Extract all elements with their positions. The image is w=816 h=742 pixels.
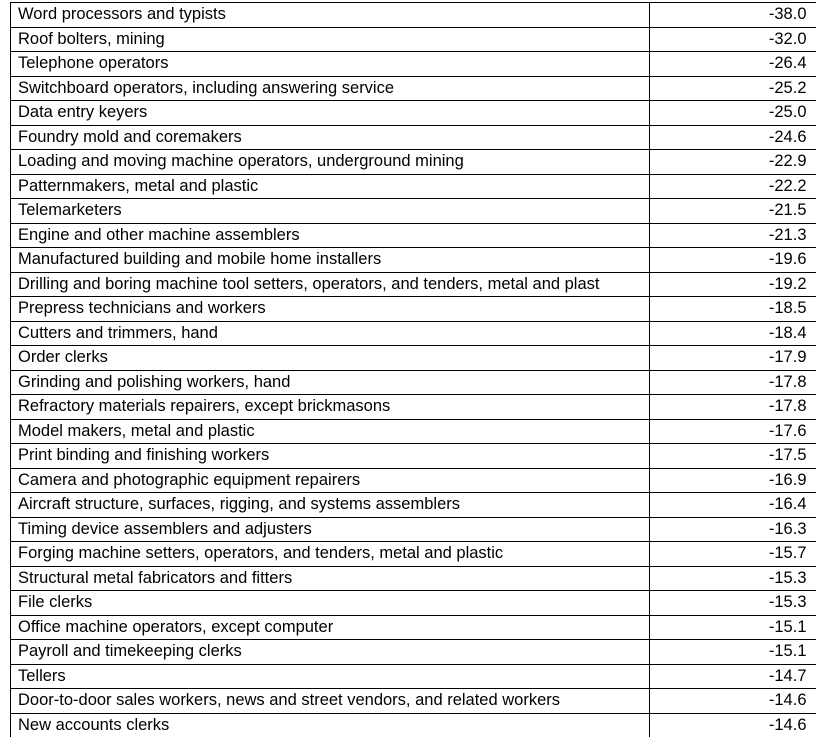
- occupation-change-table: [10, 2, 816, 737]
- table-row: [11, 223, 816, 248]
- occupation-cell[interactable]: Foundry mold and coremakers: [11, 125, 650, 150]
- change-value-cell[interactable]: -24.6: [650, 125, 816, 150]
- change-value-cell[interactable]: -17.6: [650, 419, 816, 444]
- table-row: [11, 542, 816, 567]
- change-value-cell[interactable]: -15.7: [650, 542, 816, 567]
- occupation-cell[interactable]: Drilling and boring machine tool setters, operators, and tenders, metal and plast: [11, 272, 650, 297]
- table-row: [11, 468, 816, 493]
- occupation-cell[interactable]: Order clerks: [11, 346, 650, 371]
- change-value-cell[interactable]: -22.2: [650, 174, 816, 199]
- table-row: [11, 76, 816, 101]
- change-value-cell[interactable]: -18.4: [650, 321, 816, 346]
- spreadsheet-sheet: [10, 2, 816, 737]
- table-body: [11, 3, 816, 738]
- table-row: [11, 248, 816, 273]
- occupation-cell[interactable]: Loading and moving machine operators, underground mining: [11, 150, 650, 175]
- change-value-cell[interactable]: -19.2: [650, 272, 816, 297]
- table-row: [11, 174, 816, 199]
- occupation-cell[interactable]: Word processors and typists: [11, 3, 650, 28]
- change-value-cell[interactable]: -38.0: [650, 3, 816, 28]
- table-row: [11, 395, 816, 420]
- table-row: [11, 419, 816, 444]
- change-value-cell[interactable]: -16.9: [650, 468, 816, 493]
- change-value-cell[interactable]: -21.3: [650, 223, 816, 248]
- table-row: [11, 150, 816, 175]
- occupation-cell[interactable]: Payroll and timekeeping clerks: [11, 640, 650, 665]
- change-value-cell[interactable]: -18.5: [650, 297, 816, 322]
- occupation-cell[interactable]: New accounts clerks: [11, 713, 650, 737]
- table-row: [11, 321, 816, 346]
- occupation-cell[interactable]: Model makers, metal and plastic: [11, 419, 650, 444]
- occupation-cell[interactable]: Switchboard operators, including answering service: [11, 76, 650, 101]
- table-row: [11, 272, 816, 297]
- occupation-cell[interactable]: Engine and other machine assemblers: [11, 223, 650, 248]
- table-row: [11, 591, 816, 616]
- occupation-cell[interactable]: Patternmakers, metal and plastic: [11, 174, 650, 199]
- change-value-cell[interactable]: -15.1: [650, 640, 816, 665]
- table-row: [11, 346, 816, 371]
- occupation-cell[interactable]: Prepress technicians and workers: [11, 297, 650, 322]
- table-row: [11, 713, 816, 737]
- occupation-cell[interactable]: Forging machine setters, operators, and tenders, metal and plastic: [11, 542, 650, 567]
- change-value-cell[interactable]: -14.6: [650, 713, 816, 737]
- change-value-cell[interactable]: -26.4: [650, 52, 816, 77]
- occupation-cell[interactable]: Tellers: [11, 664, 650, 689]
- change-value-cell[interactable]: -14.7: [650, 664, 816, 689]
- occupation-cell[interactable]: Aircraft structure, surfaces, rigging, and systems assemblers: [11, 493, 650, 518]
- occupation-cell[interactable]: Roof bolters, mining: [11, 27, 650, 52]
- occupation-cell[interactable]: Structural metal fabricators and fitters: [11, 566, 650, 591]
- table-row: [11, 52, 816, 77]
- table-row: [11, 297, 816, 322]
- change-value-cell[interactable]: -19.6: [650, 248, 816, 273]
- table-row: [11, 493, 816, 518]
- table-row: [11, 640, 816, 665]
- change-value-cell[interactable]: -15.3: [650, 591, 816, 616]
- table-row: [11, 689, 816, 714]
- table-row: [11, 199, 816, 224]
- change-value-cell[interactable]: -17.5: [650, 444, 816, 469]
- change-value-cell[interactable]: -22.9: [650, 150, 816, 175]
- table-row: [11, 444, 816, 469]
- occupation-cell[interactable]: Camera and photographic equipment repairers: [11, 468, 650, 493]
- change-value-cell[interactable]: -25.0: [650, 101, 816, 126]
- table-row: [11, 517, 816, 542]
- occupation-cell[interactable]: Print binding and finishing workers: [11, 444, 650, 469]
- change-value-cell[interactable]: -32.0: [650, 27, 816, 52]
- change-value-cell[interactable]: -17.8: [650, 370, 816, 395]
- occupation-cell[interactable]: Manufactured building and mobile home installers: [11, 248, 650, 273]
- change-value-cell[interactable]: -21.5: [650, 199, 816, 224]
- occupation-cell[interactable]: Telemarketers: [11, 199, 650, 224]
- table-row: [11, 125, 816, 150]
- change-value-cell[interactable]: -15.3: [650, 566, 816, 591]
- table-row: [11, 27, 816, 52]
- occupation-cell[interactable]: Grinding and polishing workers, hand: [11, 370, 650, 395]
- occupation-cell[interactable]: Timing device assemblers and adjusters: [11, 517, 650, 542]
- table-row: [11, 664, 816, 689]
- change-value-cell[interactable]: -16.4: [650, 493, 816, 518]
- change-value-cell[interactable]: -15.1: [650, 615, 816, 640]
- change-value-cell[interactable]: -14.6: [650, 689, 816, 714]
- change-value-cell[interactable]: -25.2: [650, 76, 816, 101]
- table-row: [11, 101, 816, 126]
- occupation-cell[interactable]: Refractory materials repairers, except brickmasons: [11, 395, 650, 420]
- occupation-cell[interactable]: File clerks: [11, 591, 650, 616]
- table-row: [11, 615, 816, 640]
- table-row: [11, 3, 816, 28]
- occupation-cell[interactable]: Data entry keyers: [11, 101, 650, 126]
- table-row: [11, 370, 816, 395]
- occupation-cell[interactable]: Telephone operators: [11, 52, 650, 77]
- occupation-cell[interactable]: Office machine operators, except computer: [11, 615, 650, 640]
- change-value-cell[interactable]: -17.8: [650, 395, 816, 420]
- occupation-cell[interactable]: Door-to-door sales workers, news and street vendors, and related workers: [11, 689, 650, 714]
- occupation-cell[interactable]: Cutters and trimmers, hand: [11, 321, 650, 346]
- table-row: [11, 566, 816, 591]
- change-value-cell[interactable]: -17.9: [650, 346, 816, 371]
- change-value-cell[interactable]: -16.3: [650, 517, 816, 542]
